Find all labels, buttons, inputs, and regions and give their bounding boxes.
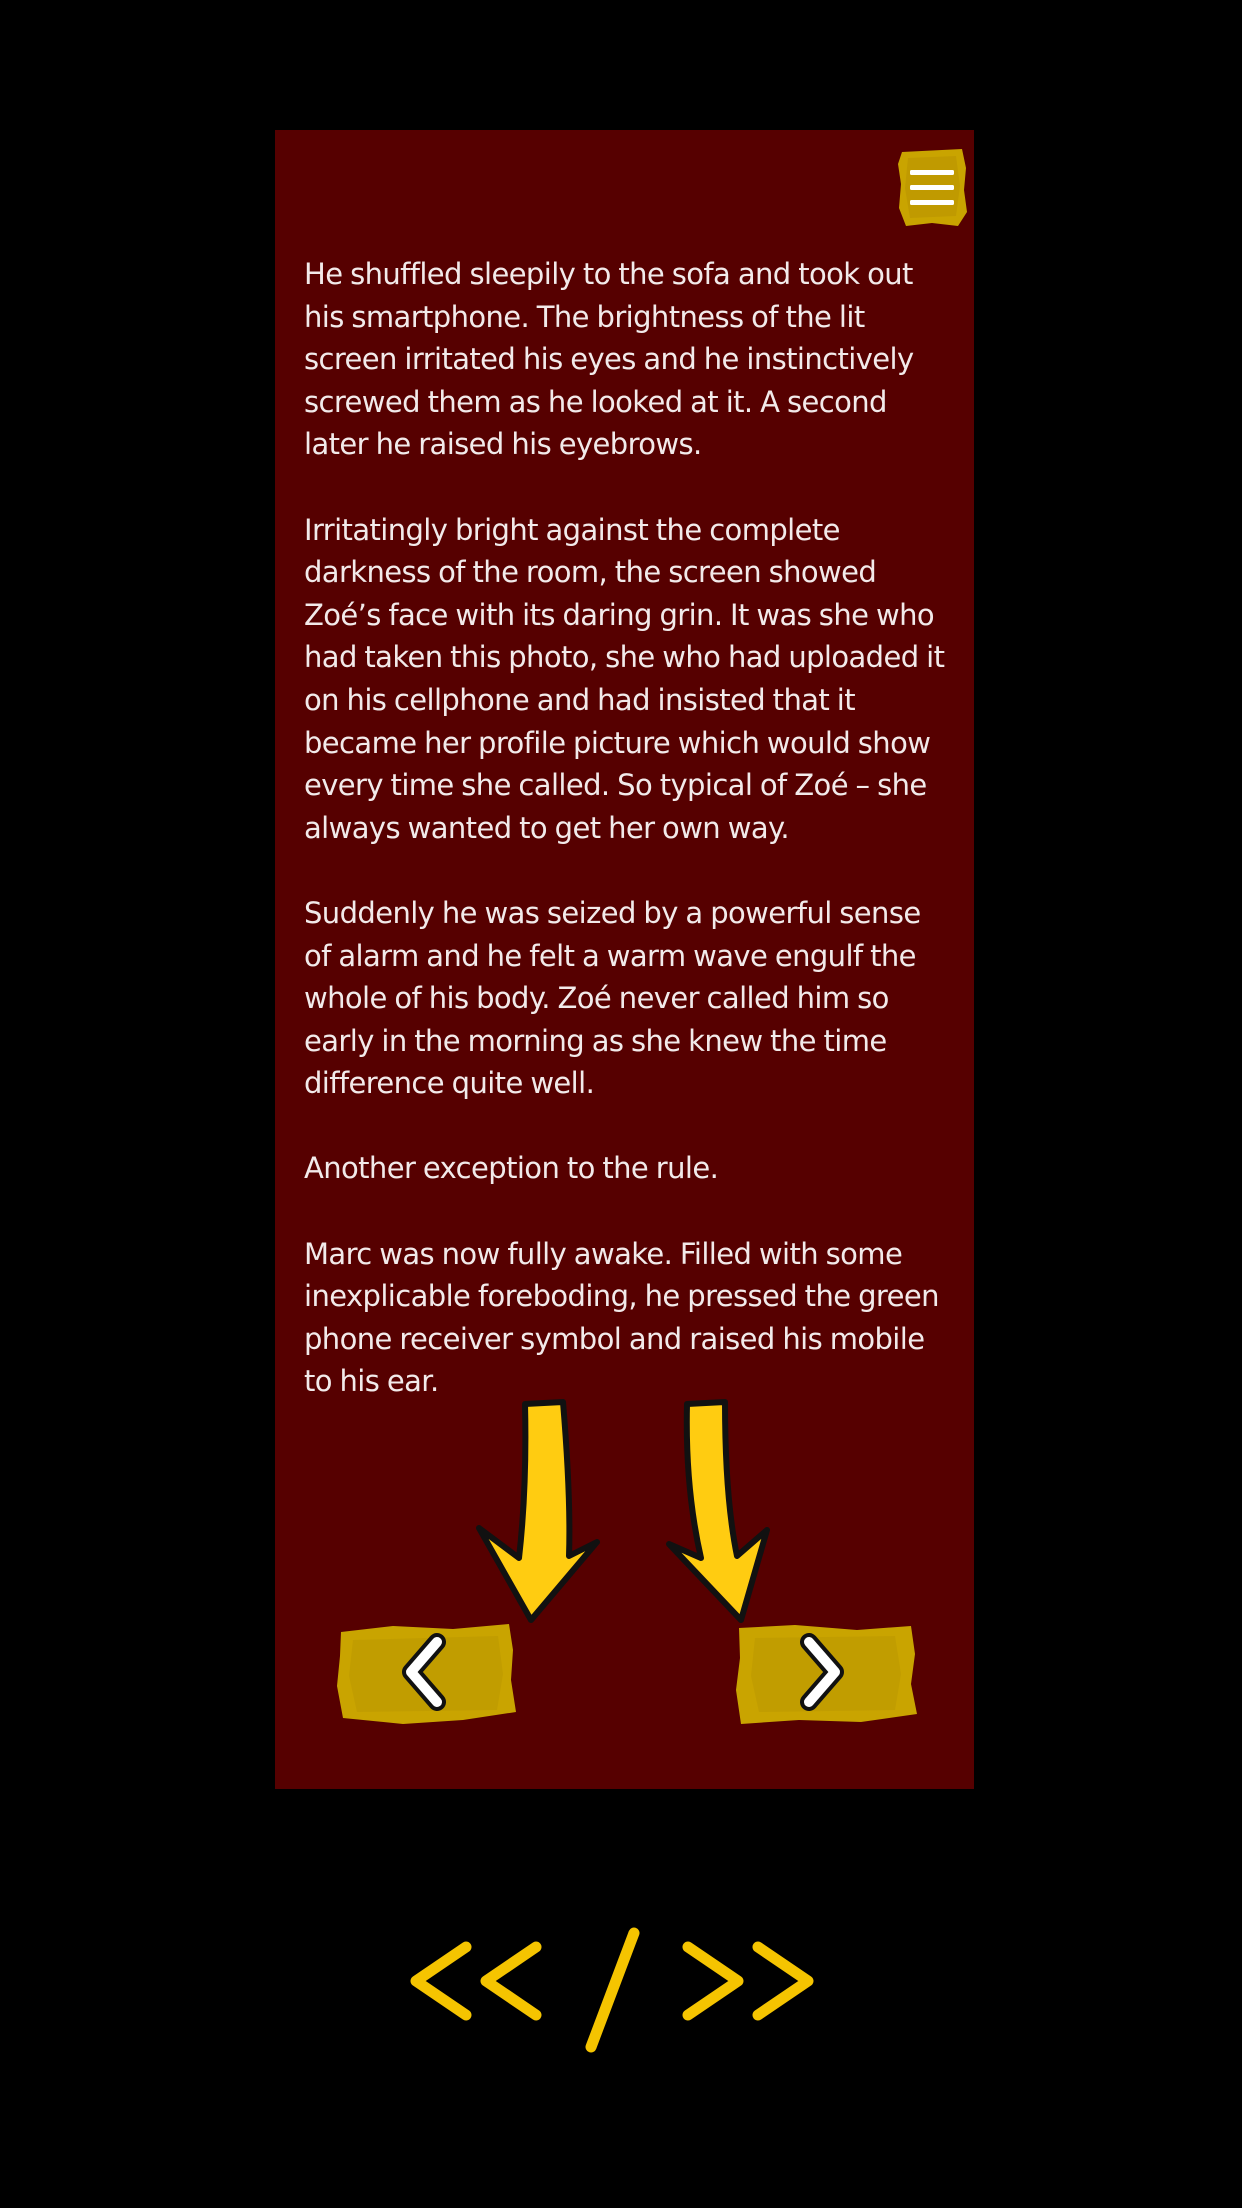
story-paragraph: Another exception to the rule. xyxy=(304,1151,719,1186)
menu-button[interactable] xyxy=(896,146,968,230)
bottom-nav-symbols xyxy=(406,1925,836,2055)
hint-arrow-left xyxy=(465,1398,615,1632)
hamburger-menu-icon xyxy=(896,146,968,230)
previous-page-button[interactable] xyxy=(333,1620,518,1728)
story-paragraph: Irritatingly bright against the complete darkness of the room, the screen showed Zoé’s face with its daring grin. It was she who had taken this photo, she who had uploaded it on his cellphone and had insisted that it became her profile picture which would show every time she called. So typical of Zoé – she always wanted to get her own way. xyxy=(304,512,945,845)
story-text xyxy=(304,253,954,1446)
next-page-button[interactable] xyxy=(733,1620,918,1728)
story-paragraph: Suddenly he was seized by a powerful sense of alarm and he felt a warm wave engulf the whole of his body. Zoé never called him so early in the morning as she knew the time difference quite well. xyxy=(304,895,921,1101)
curved-down-arrow-icon xyxy=(465,1398,615,1628)
hint-arrow-right xyxy=(657,1398,807,1632)
story-paragraph: Marc was now fully awake. Filled with some inexplicable foreboding, he pressed the green phone receiver symbol and raised his mobile to his ear. xyxy=(304,1236,939,1399)
story-panel xyxy=(275,130,974,1789)
bottom-navigation[interactable] xyxy=(0,1925,1242,2055)
curved-down-arrow-icon xyxy=(657,1398,807,1628)
story-paragraph: He shuffled sleepily to the sofa and took out his smartphone. The brightness of the lit screen irritated his eyes and he instinctively screwed them as he looked at it. A second later he raised his eyebrows. xyxy=(304,257,914,462)
